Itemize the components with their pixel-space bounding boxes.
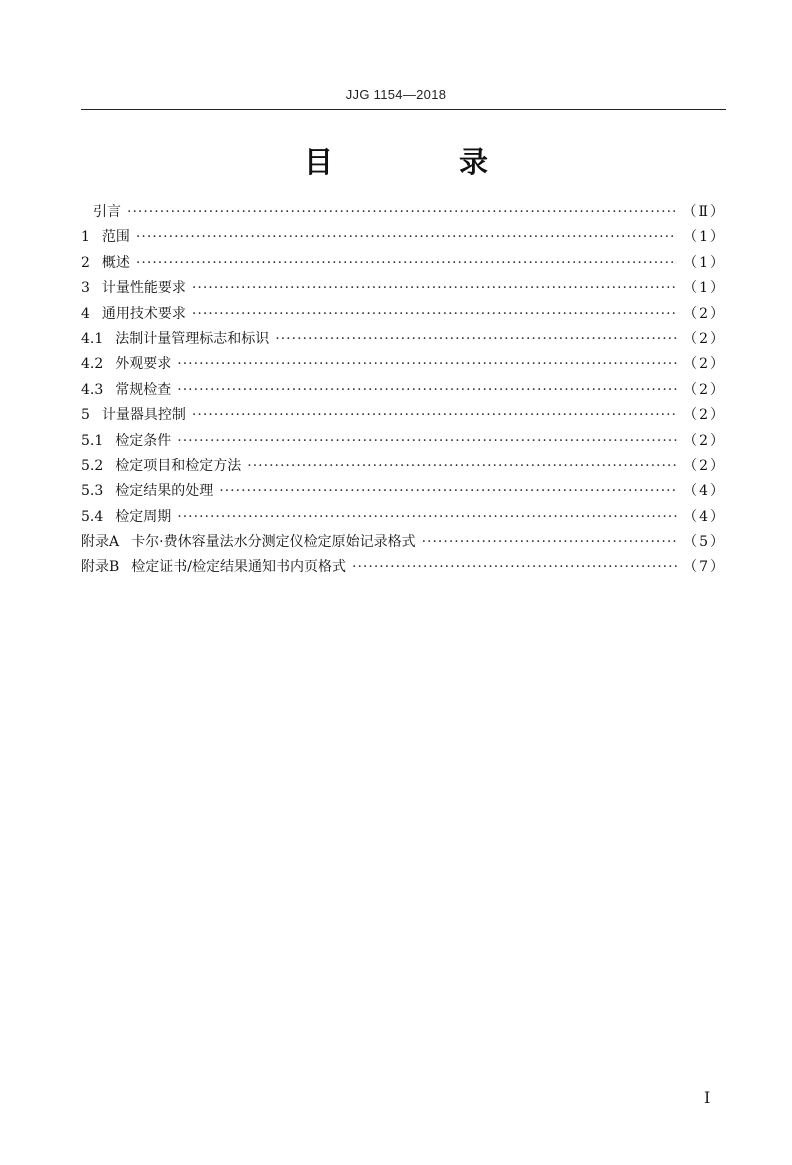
toc-entry[interactable] xyxy=(81,327,726,352)
header-divider xyxy=(81,109,726,110)
toc-entry-number: 5 xyxy=(81,407,90,424)
toc-title: 目 录 xyxy=(303,145,547,179)
toc-entry-label: 检定结果的处理 xyxy=(115,483,214,500)
toc-entry[interactable] xyxy=(81,378,726,403)
toc-entry-label: 法制计量管理标志和标识 xyxy=(115,330,270,347)
toc-entry-number: 2 xyxy=(81,254,90,271)
toc-entry-label: 检定条件 xyxy=(115,432,172,449)
toc-entry-page: （2） xyxy=(683,381,726,398)
toc-entry[interactable] xyxy=(81,429,726,454)
toc-entry-number: 5.1 xyxy=(81,432,104,449)
toc-entry-page: （2） xyxy=(683,305,726,322)
toc-entry-label: 检定周期 xyxy=(115,508,172,525)
toc-leader-dots xyxy=(192,302,677,327)
page-number: I xyxy=(704,1088,711,1107)
toc-leader-dots xyxy=(177,352,677,377)
toc-leader-dots xyxy=(247,454,677,479)
toc-entry-number: 附录A xyxy=(81,534,120,551)
toc-entry-page: （2） xyxy=(683,407,726,424)
toc-entry-number: 4.2 xyxy=(81,356,104,373)
toc-list xyxy=(81,200,726,581)
toc-leader-dots xyxy=(219,479,677,504)
toc-entry[interactable] xyxy=(81,352,726,377)
toc-leader-dots xyxy=(177,429,677,454)
toc-leader-dots xyxy=(352,555,677,580)
toc-entry-label: 计量性能要求 xyxy=(101,280,186,297)
toc-entry-page: （4） xyxy=(683,483,726,500)
toc-leader-dots xyxy=(275,327,677,352)
toc-entry-page: （Ⅱ） xyxy=(682,204,726,220)
toc-entry-page: （2） xyxy=(683,356,726,373)
toc-leader-dots xyxy=(422,530,678,555)
toc-entry-number: 3 xyxy=(81,280,90,297)
toc-entry[interactable] xyxy=(81,200,726,225)
toc-entry[interactable] xyxy=(81,505,726,530)
toc-entry-page: （4） xyxy=(683,508,726,525)
toc-entry-number: 附录B xyxy=(81,559,120,576)
toc-entry-page: （2） xyxy=(683,330,726,347)
toc-entry-label: 常规检查 xyxy=(115,381,172,398)
toc-leader-dots xyxy=(127,200,676,225)
toc-entry-label: 外观要求 xyxy=(115,356,172,373)
toc-entry[interactable] xyxy=(81,225,726,250)
toc-entry-page: （2） xyxy=(683,457,726,474)
toc-entry-label: 卡尔·费休容量法水分测定仪检定原始记录格式 xyxy=(131,534,416,551)
toc-leader-dots xyxy=(192,403,677,428)
toc-entry-page: （1） xyxy=(683,254,726,271)
toc-entry[interactable] xyxy=(81,479,726,504)
toc-entry-page: （7） xyxy=(683,559,726,576)
toc-entry[interactable] xyxy=(81,454,726,479)
toc-entry-label: 检定项目和检定方法 xyxy=(115,457,242,474)
toc-entry-label: 检定证书/检定结果通知书内页格式 xyxy=(131,559,347,576)
toc-leader-dots xyxy=(136,225,677,250)
toc-entry[interactable] xyxy=(81,403,726,428)
toc-entry-number: 4.1 xyxy=(81,330,104,347)
toc-entry-page: （2） xyxy=(683,432,726,449)
toc-entry-number: 4.3 xyxy=(81,381,104,398)
toc-entry-number: 5.2 xyxy=(81,457,104,474)
toc-entry-label: 计量器具控制 xyxy=(101,407,186,424)
toc-entry-number: 1 xyxy=(81,229,90,246)
toc-leader-dots xyxy=(136,251,677,276)
toc-entry[interactable] xyxy=(81,530,726,555)
toc-entry[interactable] xyxy=(81,276,726,301)
toc-leader-dots xyxy=(177,505,677,530)
toc-entry-label: 引言 xyxy=(93,204,121,220)
toc-entry-number: 4 xyxy=(81,305,90,322)
toc-leader-dots xyxy=(177,378,677,403)
toc-entry-number: 5.3 xyxy=(81,483,104,500)
toc-entry[interactable] xyxy=(81,302,726,327)
toc-leader-dots xyxy=(192,276,677,301)
toc-entry-label: 范围 xyxy=(101,229,130,246)
toc-entry-page: （1） xyxy=(683,229,726,246)
toc-entry[interactable] xyxy=(81,251,726,276)
toc-entry-page: （5） xyxy=(683,534,726,551)
toc-entry-label: 概述 xyxy=(101,254,130,271)
toc-entry[interactable] xyxy=(81,555,726,580)
toc-entry-page: （1） xyxy=(683,280,726,297)
toc-entry-number: 5.4 xyxy=(81,508,104,525)
standard-code-header: JJG 1154—2018 xyxy=(345,87,447,102)
toc-entry-label: 通用技术要求 xyxy=(101,305,186,322)
